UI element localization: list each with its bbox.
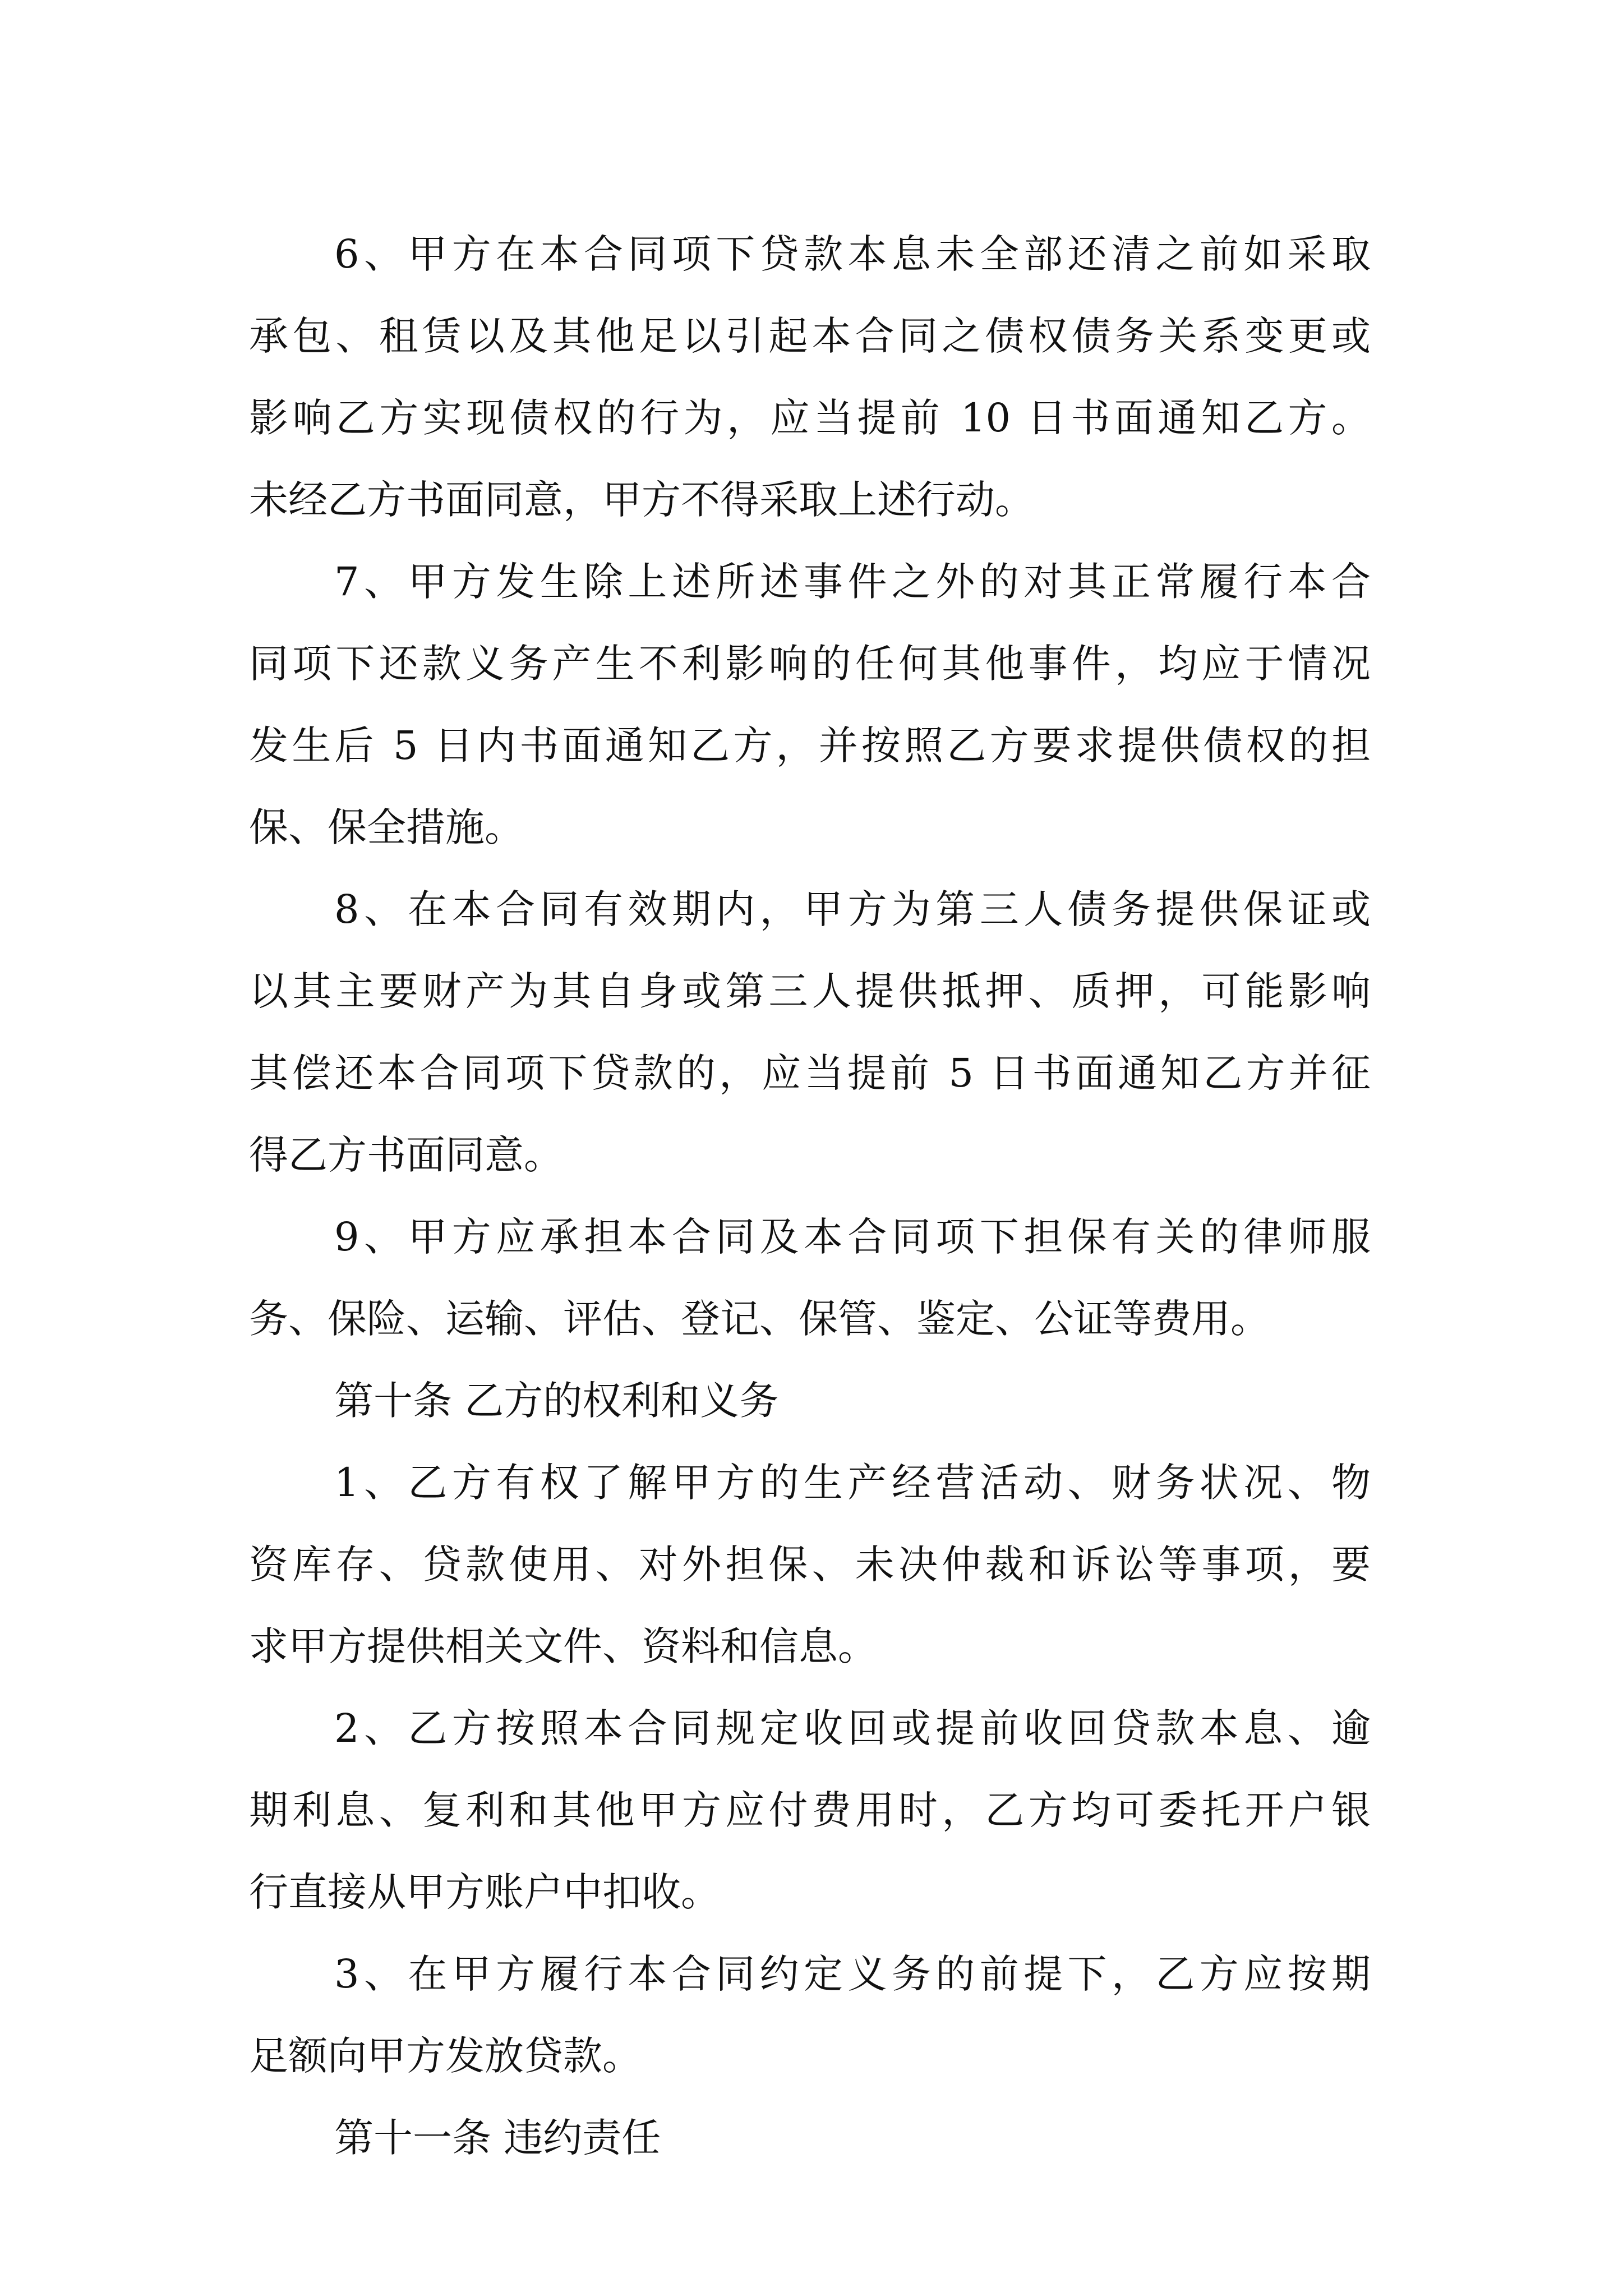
clause-paragraph: [249, 213, 1371, 541]
paragraph-line: 其偿还本合同项下贷款的，应当提前 5 日书面通知乙方并征: [249, 1050, 1371, 1096]
paragraph-line: 影响乙方实现债权的行为，应当提前 10 日书面通知乙方。: [249, 395, 1371, 441]
paragraph-line: 发生后 5 日内书面通知乙方，并按照乙方要求提供债权的担: [249, 723, 1371, 769]
paragraph-line: 保、保全措施。: [249, 804, 524, 850]
paragraph-line: 6、甲方在本合同项下贷款本息未全部还清之前如采取: [334, 231, 1371, 277]
heading-text: 第十条 乙方的权利和义务: [334, 1378, 779, 1424]
paragraph-line: 7、甲方发生除上述所述事件之外的对其正常履行本合: [334, 559, 1371, 605]
paragraph-line: 以其主要财产为其自身或第三人提供抵押、质押，可能影响: [249, 968, 1371, 1014]
paragraph-line: 8、在本合同有效期内，甲方为第三人债务提供保证或: [334, 886, 1371, 932]
clause-paragraph: [249, 1442, 1371, 1687]
paragraph-line: 2、乙方按照本合同规定收回或提前收回贷款本息、逾: [334, 1705, 1371, 1751]
paragraph-line: 承包、租赁以及其他足以引起本合同之债权债务关系变更或: [249, 313, 1371, 359]
heading-text: 第十一条 违约责任: [334, 2115, 661, 2161]
document-body: [249, 213, 1371, 2179]
paragraph-line: 期利息、复利和其他甲方应付费用时，乙方均可委托开户银: [249, 1787, 1371, 1833]
clause-paragraph: [249, 1933, 1371, 2097]
paragraph-line: 足额向甲方发放贷款。: [249, 2033, 642, 2079]
clause-paragraph: [249, 541, 1371, 868]
clause-paragraph: [249, 1196, 1371, 1360]
section-heading: [249, 1360, 1371, 1442]
paragraph-line: 资库存、贷款使用、对外担保、未决仲裁和诉讼等事项，要: [249, 1542, 1371, 1588]
paragraph-line: 1、乙方有权了解甲方的生产经营活动、财务状况、物: [334, 1460, 1371, 1506]
paragraph-line: 求甲方提供相关文件、资料和信息。: [249, 1623, 877, 1669]
clause-paragraph: [249, 868, 1371, 1196]
clause-paragraph: [249, 1687, 1371, 1933]
paragraph-line: 未经乙方书面同意，甲方不得采取上述行动。: [249, 477, 1034, 523]
paragraph-line: 务、保险、运输、评估、登记、保管、鉴定、公证等费用。: [249, 1296, 1270, 1342]
paragraph-line: 行直接从甲方账户中扣收。: [249, 1869, 720, 1915]
paragraph-line: 9、甲方应承担本合同及本合同项下担保有关的律师服: [334, 1214, 1371, 1260]
paragraph-line: 同项下还款义务产生不利影响的任何其他事件，均应于情况: [249, 641, 1371, 687]
paragraph-line: 得乙方书面同意。: [249, 1132, 563, 1178]
section-heading: [249, 2097, 1371, 2179]
paragraph-line: 3、在甲方履行本合同约定义务的前提下，乙方应按期: [334, 1951, 1371, 1997]
